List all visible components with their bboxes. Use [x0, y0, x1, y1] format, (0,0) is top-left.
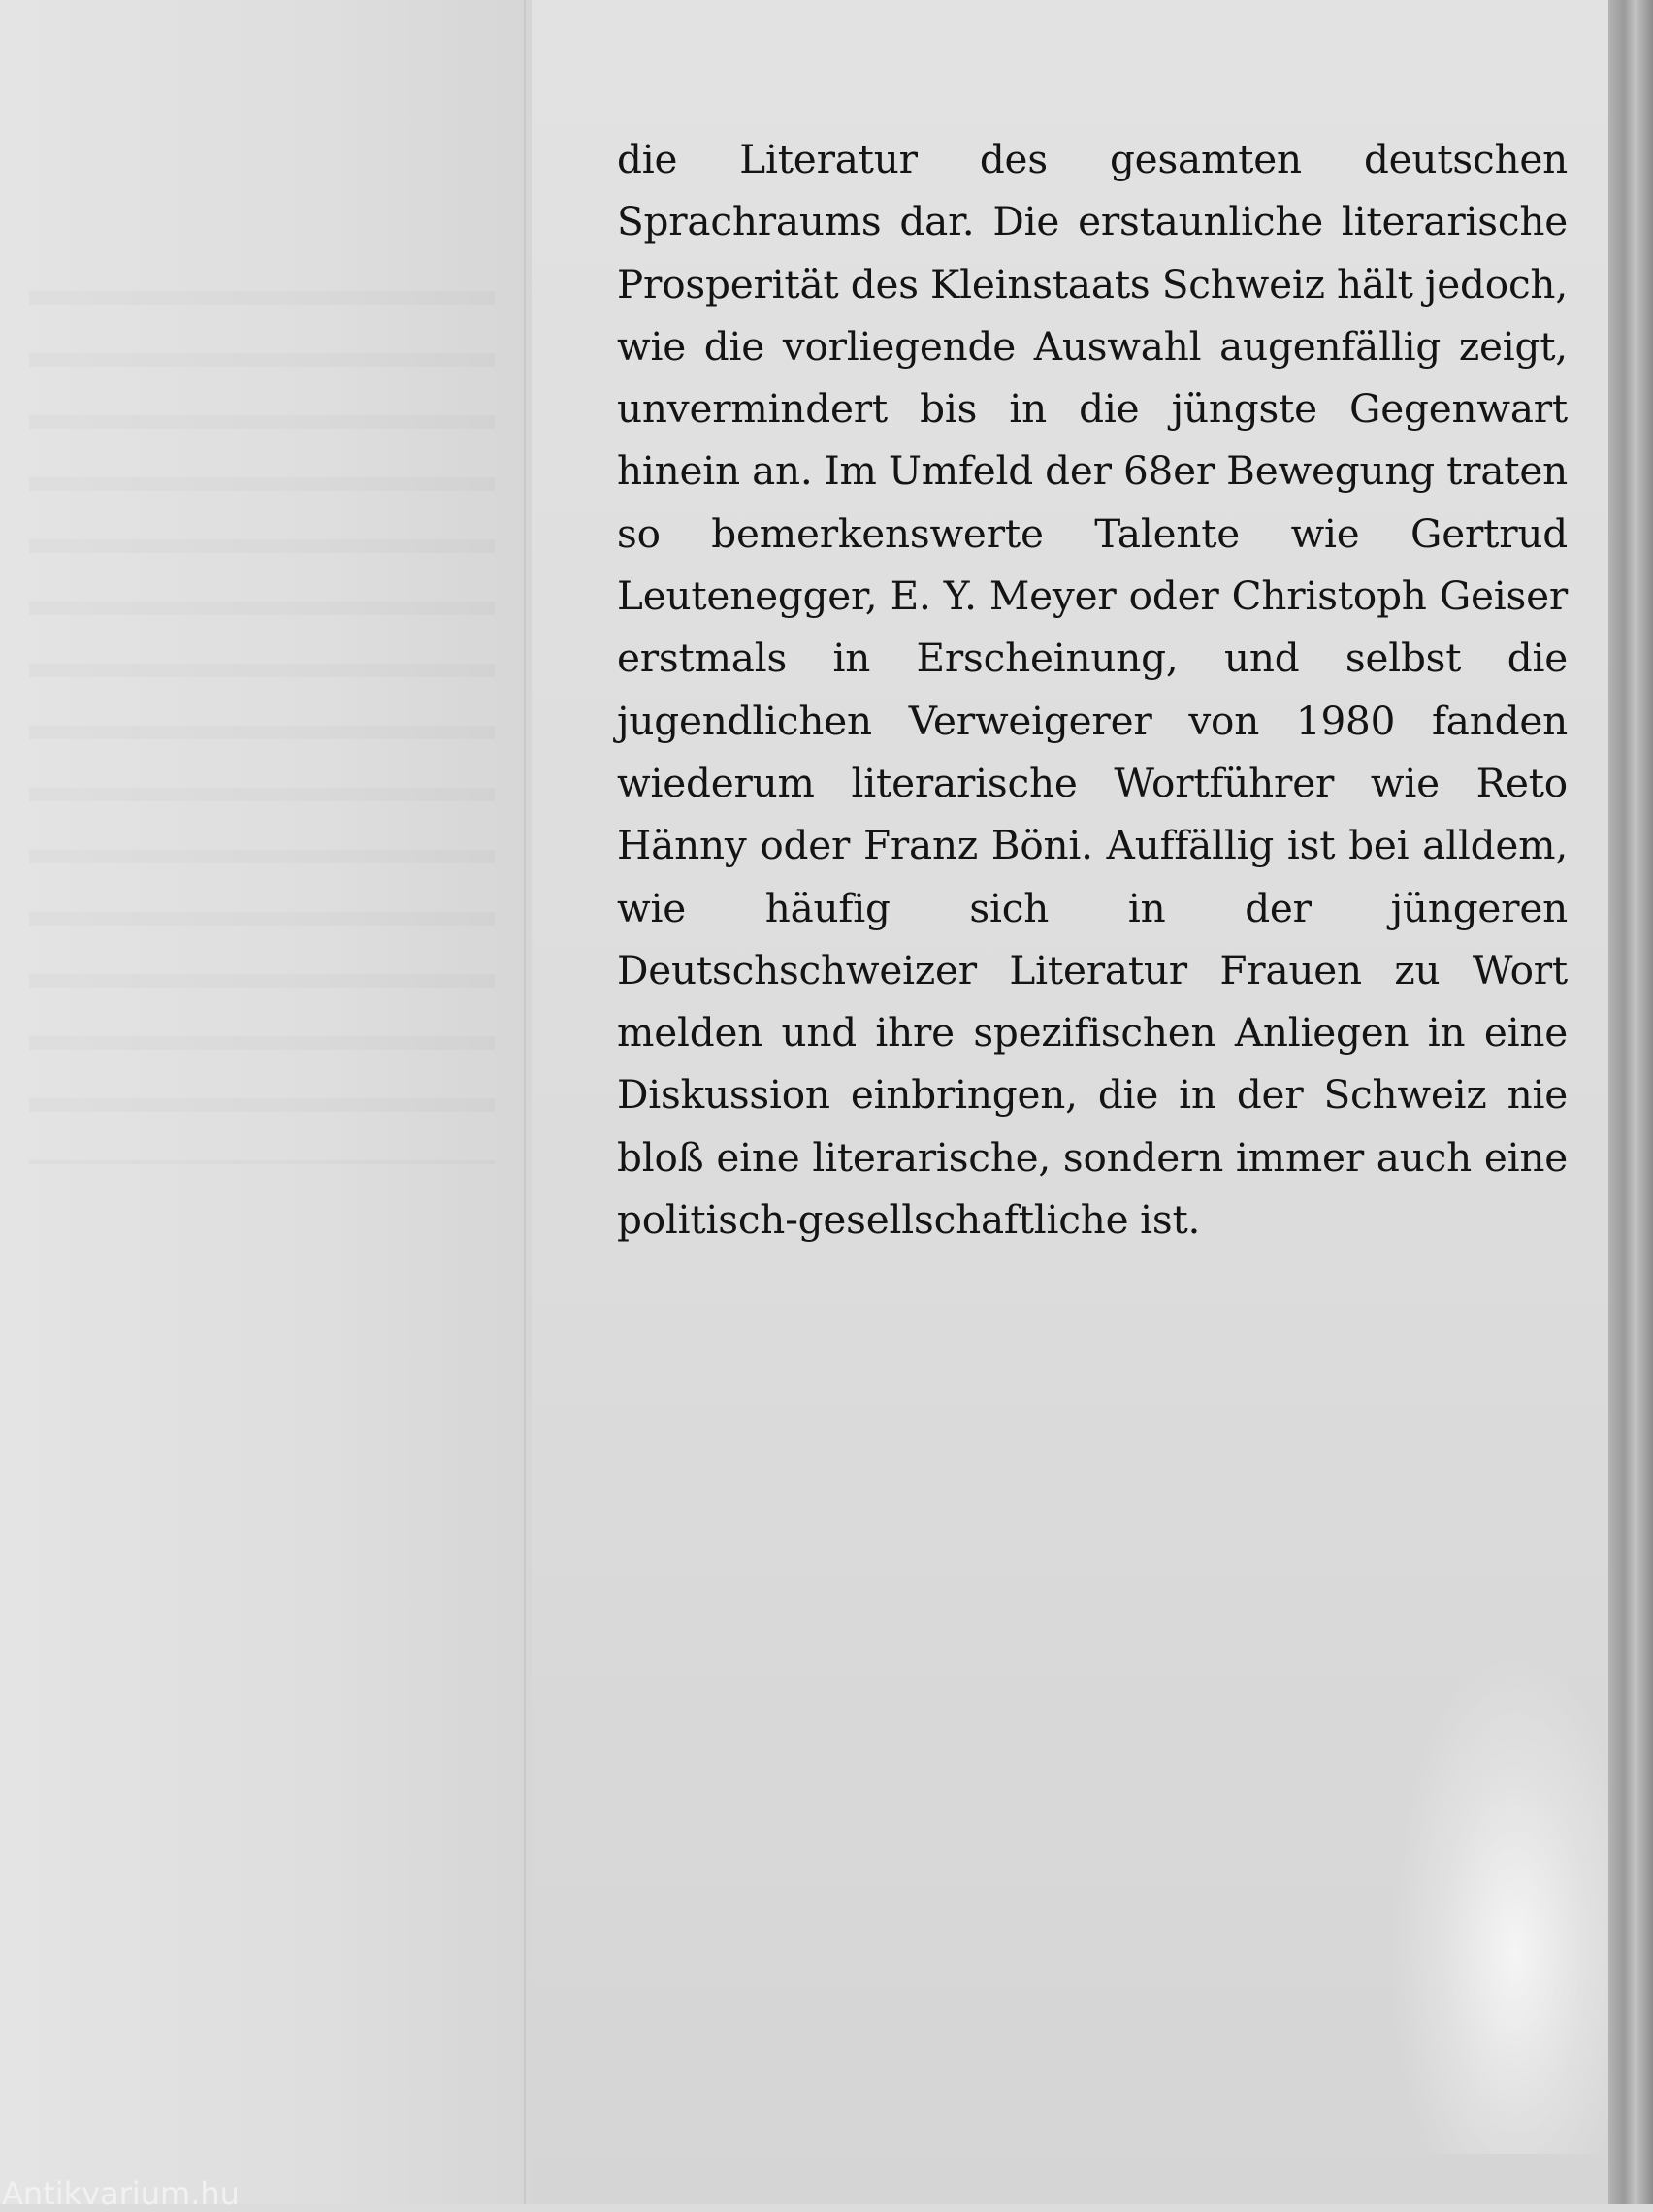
left-facing-page	[0, 0, 532, 2204]
body-paragraph: die Literatur des gesamten deutschen Sprachraums dar. Die erstaunliche literarische Prosperität des Kleinstaats Schweiz hält jedoch, wie die vorliegende Auswahl augenfällig zeigt, unvermindert bis in die jüngste Gegenwart hinein an. Im Umfeld der 68er Bewegung traten so bemerkenswerte Talente wie Gertrud Leutenegger, E. Y. Meyer oder Christoph Geiser erstmals in Erscheinung, und selbst die jugendlichen Verweigerer von 1980 fanden wiederum literarische Wortführer wie Reto Hänny oder Franz Böni. Auffällig ist bei alldem, wie häufig sich in der jüngeren Deutschschweizer Literatur Frauen zu Wort melden und ihre spezifischen Anliegen in eine Diskussion einbringen, die in der Schweiz nie bloß eine literarische, sondern immer auch eine politisch-gesellschaftliche ist.	[617, 136, 1568, 1244]
page-edge	[524, 0, 526, 2204]
book-spine-edge	[1608, 0, 1653, 2204]
watermark-text: Antikvarium.hu	[2, 2175, 240, 2212]
show-through-text	[29, 291, 495, 1164]
light-glare	[1387, 1649, 1620, 2154]
